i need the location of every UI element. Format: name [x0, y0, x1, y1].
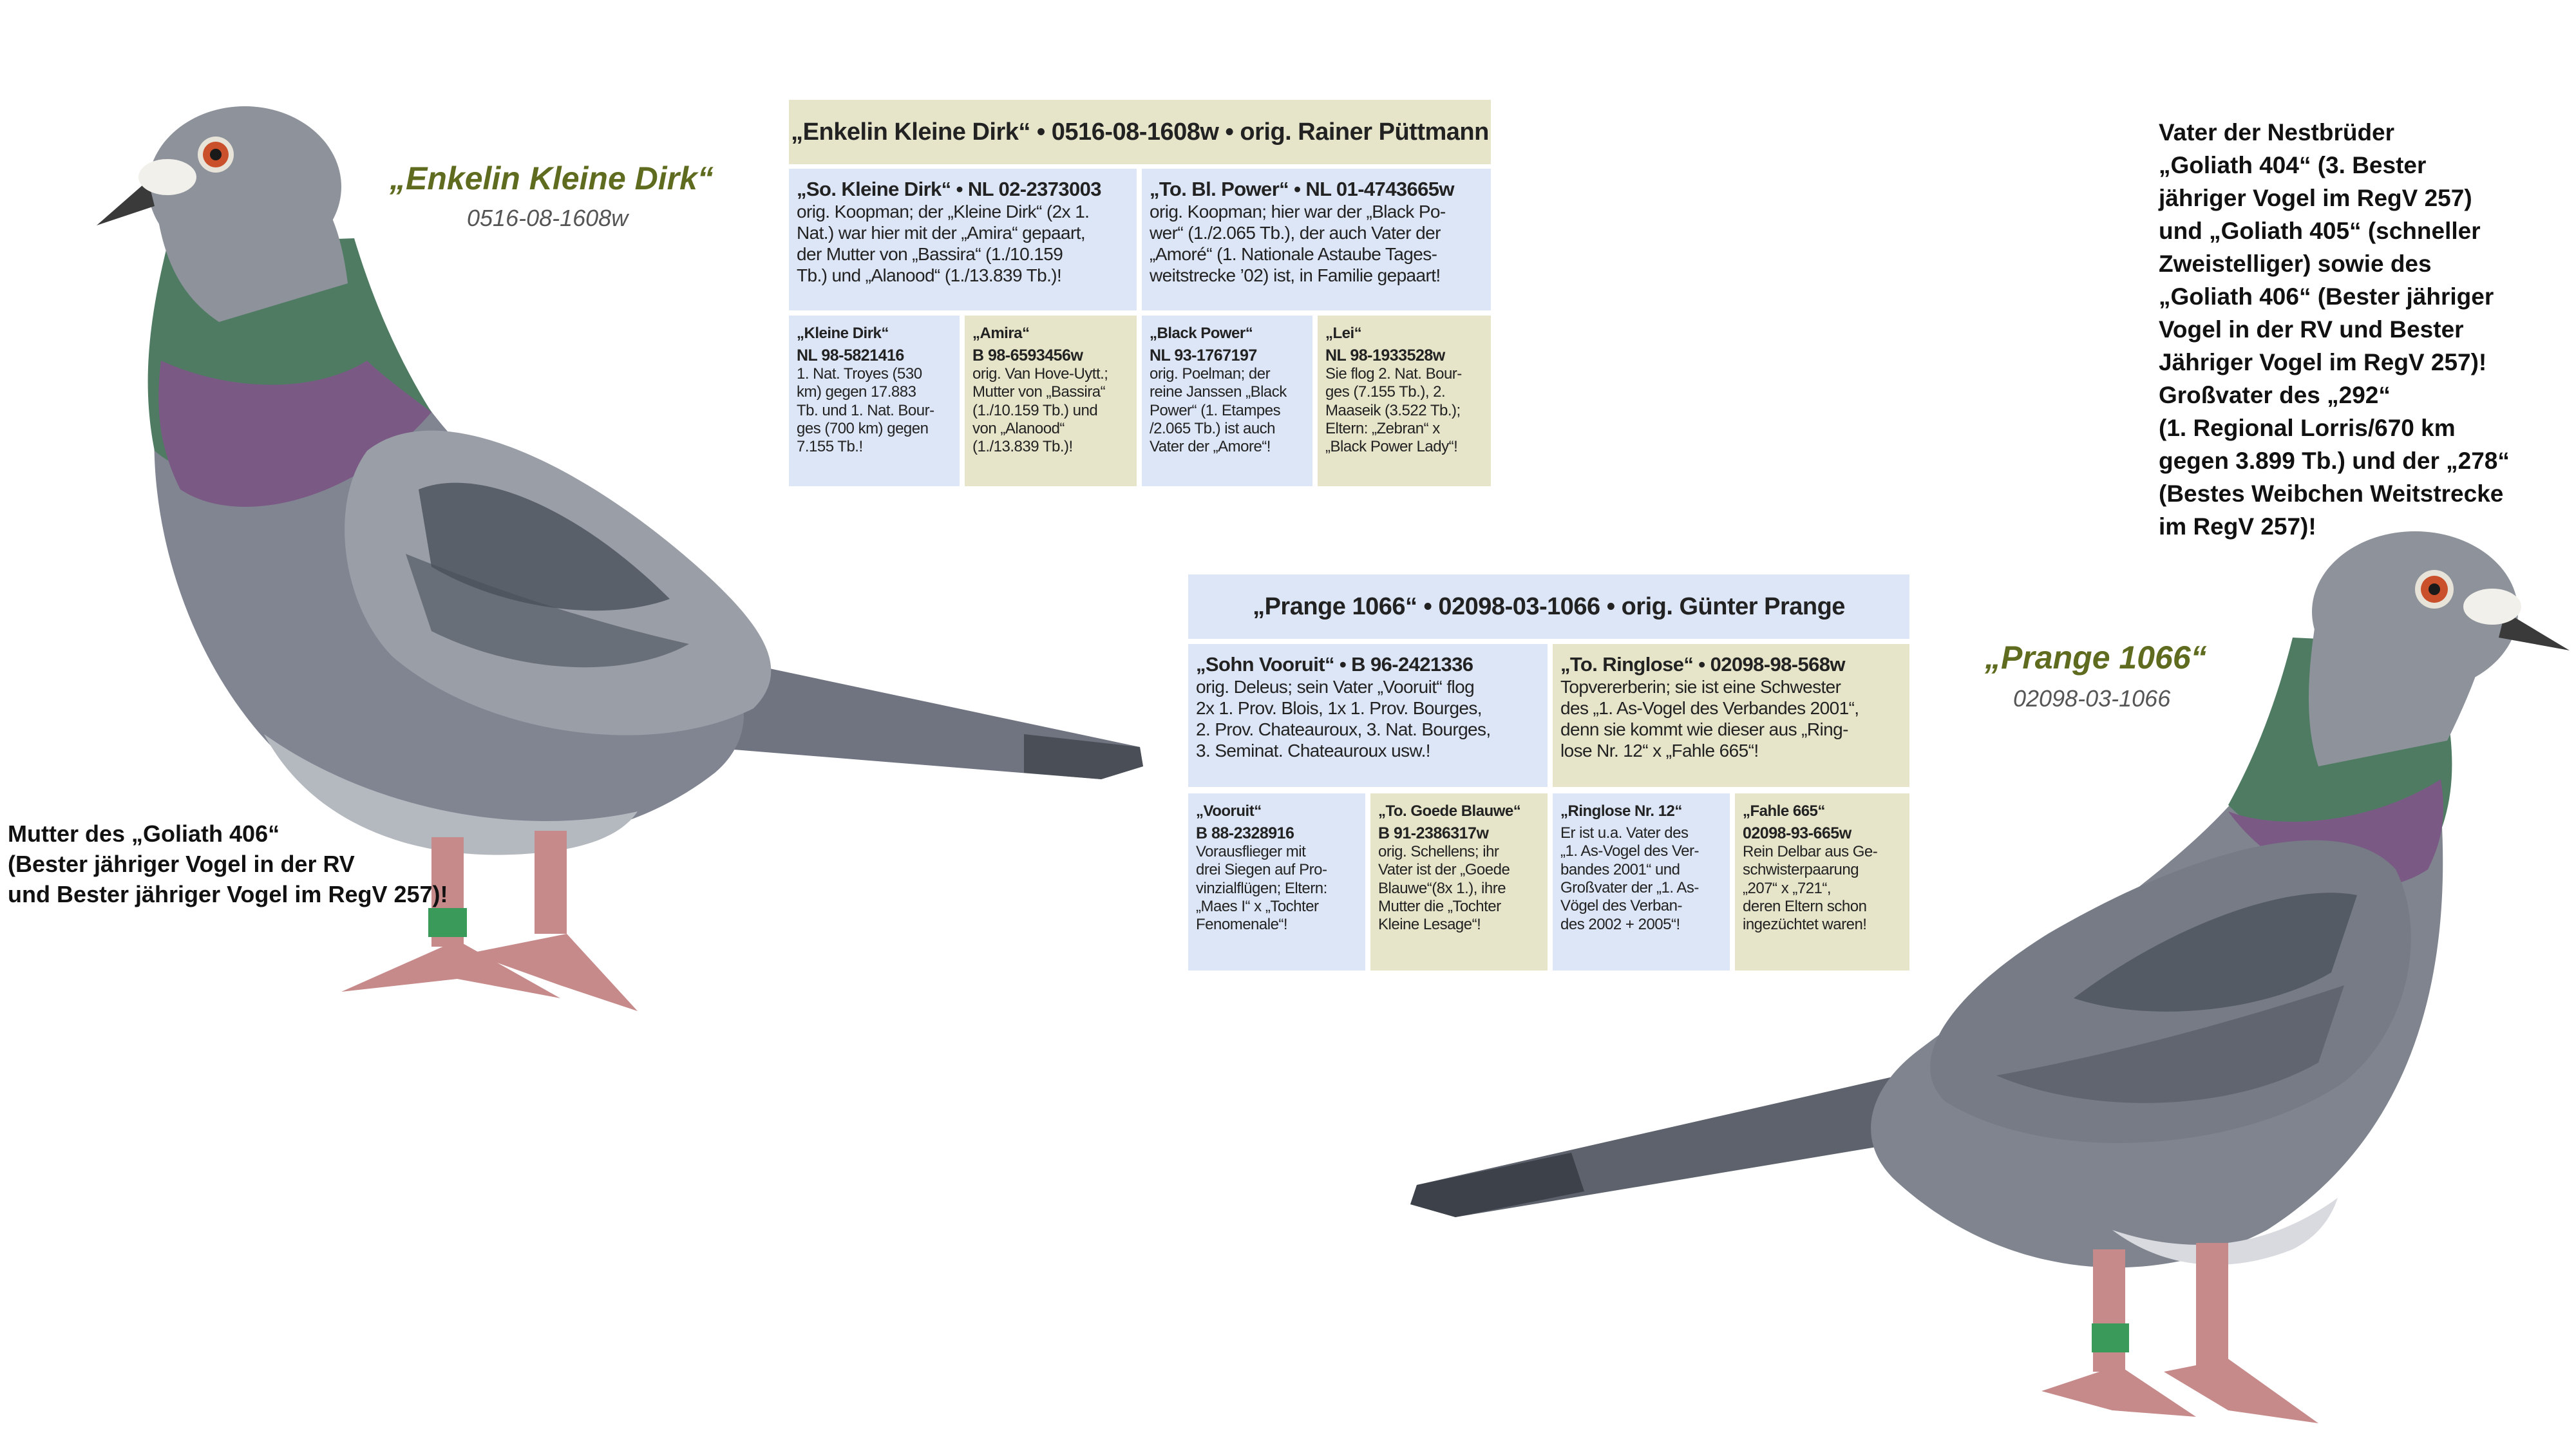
note-line: Jähriger Vogel im RegV 257)!	[2159, 349, 2487, 375]
note-line: „Goliath 406“ (Bester jähriger	[2159, 283, 2494, 310]
grand-title: „Amira“	[972, 325, 1030, 342]
note-line: Vater der Nestbrüder	[2159, 119, 2395, 146]
pedigree2-dam-title: „To. Ringlose“ • 02098-98-568w	[1560, 653, 1845, 676]
note-line: und Bester jähriger Vogel im RegV 257)!	[8, 880, 448, 907]
pedigree2-grand-cell	[1735, 793, 1909, 971]
pedigree2-sire-text: orig. Deleus; sein Vater „Vooruit“ flog 2x 1. Prov. Blois, 1x 1. Prov. Bourges, 2. Prov. Chateauroux, 3. Nat. Bourges, 3. Seminat. Chateauroux usw.!	[1196, 677, 1491, 761]
grand-title: „Lei“	[1325, 325, 1362, 342]
pedigree1-grand-cell	[965, 316, 1137, 486]
pedigree1-sire-title: „So. Kleine Dirk“ • NL 02-2373003	[797, 178, 1101, 200]
pedigree1-sire-text: orig. Koopman; der „Kleine Dirk“ (2x 1. Nat.) war hier mit der „Amira“ gepaart, der Mutter von „Bassira“ (1./10.159 Tb.) und „Alanood“ (1./13.839 Tb.)!	[797, 202, 1090, 286]
pedigree1-dam-text: orig. Koopman; hier war der „Black Po- wer“ (1./2.065 Tb.), der auch Vater der „Amoré“ (1. Nationale Astaube Tages- weitstrecke ’02) ist, in Familie gepaart!	[1150, 202, 1446, 286]
note-line: Zweistelliger) sowie des	[2159, 251, 2432, 277]
grand-title: „To. Goede Blauwe“	[1378, 802, 1521, 820]
pedigree2-grand-cell	[1370, 793, 1548, 971]
grand-ring: NL 98-1933528w	[1325, 346, 1445, 365]
grand-ring: B 88-2328916	[1196, 824, 1294, 842]
note-line: jähriger Vogel im RegV 257)	[2159, 185, 2472, 211]
grand-title: „Black Power“	[1150, 325, 1253, 342]
pedigree2-grand-cell	[1553, 793, 1730, 971]
left-bird-ring-number: 0516-08-1608w	[467, 205, 629, 231]
grand-text: orig. Poelman; der reine Janssen „Black Power“ (1. Etampes /2.065 Tb.) ist auch Vater der „Amore“!	[1150, 365, 1287, 456]
grand-text: orig. Van Hove-Uytt.; Mutter von „Bassira“ (1./10.159 Tb.) und von „Alanood“ (1./13.839 Tb.)!	[972, 365, 1108, 456]
note-line: und „Goliath 405“ (schneller	[2159, 218, 2481, 244]
grand-title: „Ringlose Nr. 12“	[1560, 802, 1682, 820]
note-line: gegen 3.899 Tb.) und der „278“	[2159, 448, 2510, 474]
grand-title: „Vooruit“	[1196, 802, 1262, 820]
pedigree1-grand-cell	[1142, 316, 1312, 486]
left-bird-note	[8, 819, 448, 909]
note-line: (Bestes Weibchen Weitstrecke	[2159, 480, 2504, 507]
pedigree1-dam-title: „To. Bl. Power“ • NL 01-4743665w	[1150, 178, 1454, 200]
grand-text: orig. Schellens; ihr Vater ist der „Goede Blauwe“(8x 1.), ihre Mutter die „Tochter Kleine Lesage“!	[1378, 843, 1510, 934]
note-line: Mutter des „Goliath 406“	[8, 820, 280, 847]
grand-ring: NL 98-5821416	[797, 346, 904, 365]
pedigree2-header: „Prange 1066“ • 02098-03-1066 • orig. Günter Prange	[1188, 574, 1909, 639]
note-line: im RegV 257)!	[2159, 513, 2316, 540]
grand-text: Vorausflieger mit drei Siegen auf Pro- vinzialflügen; Eltern: „Maes I“ x „Tochter Fenomenale“!	[1196, 843, 1327, 934]
grand-text: Er ist u.a. Vater des „1. As-Vogel des Ver- bandes 2001“ und Großvater der „1. As- Vögel des Verban- des 2002 + 2005“!	[1560, 824, 1699, 933]
grand-ring: 02098-93-665w	[1743, 824, 1852, 842]
right-bird-ring-number: 02098-03-1066	[2013, 685, 2171, 712]
note-line: Großvater des „292“	[2159, 382, 2391, 408]
note-line: „Goliath 404“ (3. Bester	[2159, 152, 2427, 178]
grand-text: 1. Nat. Troyes (530 km) gegen 17.883 Tb. und 1. Nat. Bour- ges (700 km) gegen 7.155 Tb.!	[797, 365, 934, 456]
pedigree1-grand-cell	[1318, 316, 1491, 486]
pedigree1-sire-cell	[789, 169, 1137, 310]
pedigree2-grand-cell	[1188, 793, 1365, 971]
pedigree1-header: „Enkelin Kleine Dirk“ • 0516-08-1608w • orig. Rainer Püttmann	[789, 100, 1491, 164]
pedigree2-sire-cell	[1188, 644, 1548, 787]
right-bird-note	[2159, 116, 2510, 543]
grand-title: „Fahle 665“	[1743, 802, 1825, 820]
pedigree1-grand-cell	[789, 316, 960, 486]
grand-title: „Kleine Dirk“	[797, 325, 889, 342]
grand-ring: B 98-6593456w	[972, 346, 1083, 365]
pedigree2-dam-cell	[1553, 644, 1909, 787]
note-line: (Bester jähriger Vogel in der RV	[8, 850, 355, 877]
grand-text: Sie flog 2. Nat. Bour- ges (7.155 Tb.), 2. Maaseik (3.522 Tb.); Eltern: „Zebran“ x „Black Power Lady“!	[1325, 365, 1462, 456]
left-bird-name: „Enkelin Kleine Dirk“	[390, 160, 714, 196]
pedigree1-dam-cell	[1142, 169, 1491, 310]
pedigree2-sire-title: „Sohn Vooruit“ • B 96-2421336	[1196, 653, 1473, 676]
right-bird-name: „Prange 1066“	[1985, 639, 2207, 676]
grand-ring: NL 93-1767197	[1150, 346, 1257, 365]
grand-text: Rein Delbar aus Ge- schwisterpaarung „207“ x „721“, deren Eltern schon ingezüchtet waren!	[1743, 843, 1878, 934]
grand-ring: B 91-2386317w	[1378, 824, 1489, 842]
pedigree2-dam-text: Topvererberin; sie ist eine Schwester des „1. As-Vogel des Verbandes 2001“, denn sie kommt wie dieser aus „Ring- lose Nr. 12“ x „Fahle 665“!	[1560, 677, 1859, 761]
note-line: (1. Regional Lorris/670 km	[2159, 415, 2456, 441]
note-line: Vogel in der RV und Bester	[2159, 316, 2464, 343]
